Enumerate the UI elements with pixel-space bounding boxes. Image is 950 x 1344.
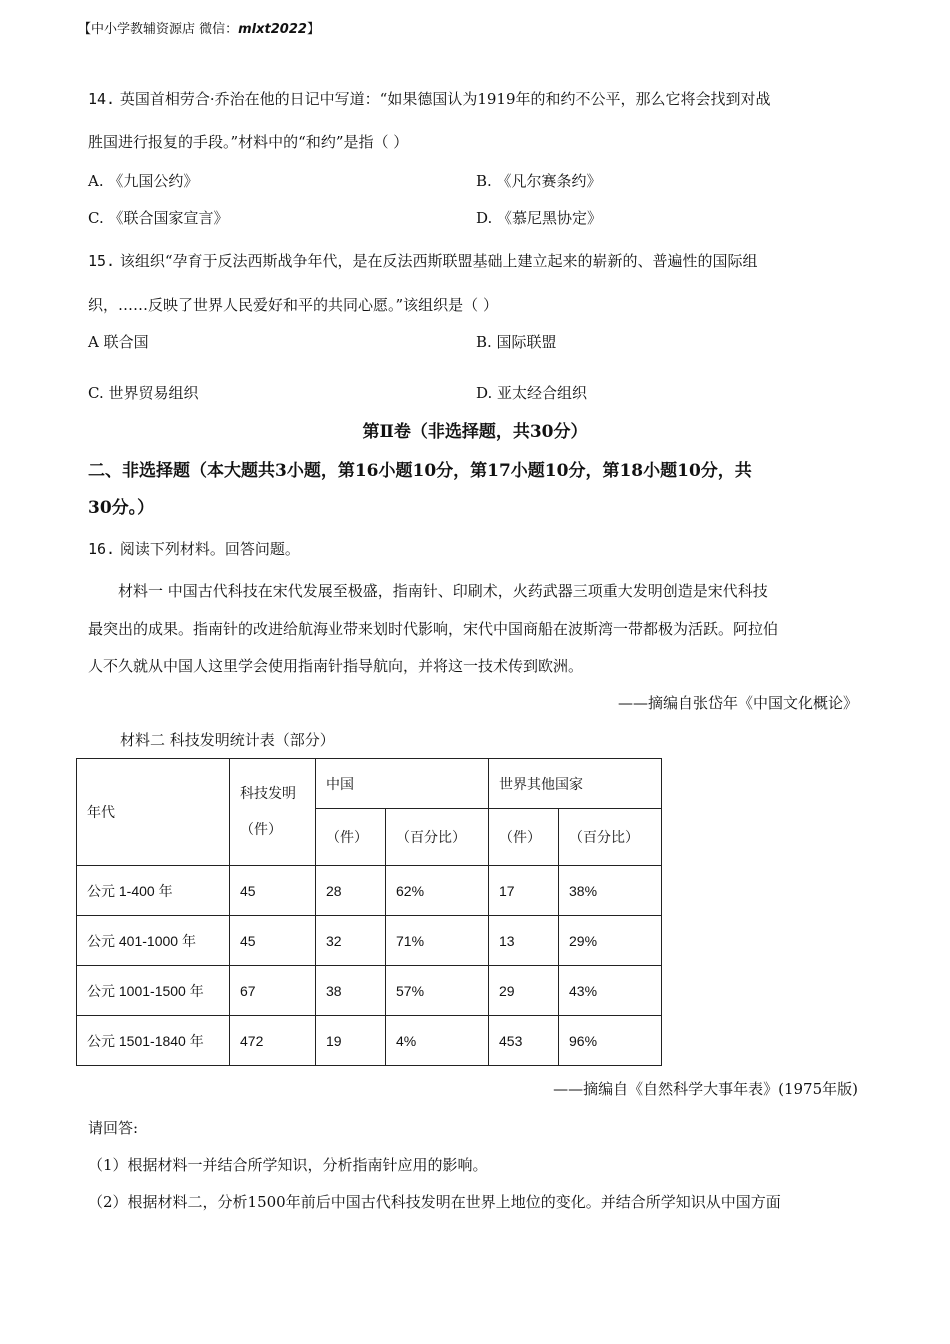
material-source: ——摘编自张岱年《中国文化概论》 xyxy=(617,694,858,712)
cell-china-count: 28 xyxy=(316,866,386,916)
cell-world-count: 453 xyxy=(489,1016,559,1066)
header-inventions-line: 科技发明 xyxy=(240,786,296,802)
cell-china-percent: 57% xyxy=(386,966,489,1016)
cell-china-percent: 4% xyxy=(386,1016,489,1066)
question-text-line: 阅读下列材料。回答问题。 xyxy=(119,540,300,558)
cell-total: 67 xyxy=(230,966,316,1016)
table-row xyxy=(77,866,662,916)
header-world-percent: （百分比） xyxy=(559,809,662,866)
question-15 xyxy=(88,250,758,271)
option-d[interactable]: D. 亚太经合组织 xyxy=(476,384,588,402)
cell-era: 公元 401-1000 年 xyxy=(77,916,230,966)
sub-question-1: （1）根据材料一并结合所学知识，分析指南针应用的影响。 xyxy=(88,1156,488,1174)
question-number: 16. xyxy=(88,540,116,558)
watermark xyxy=(78,18,320,37)
option-c[interactable]: C. 《联合国家宣言》 xyxy=(88,209,229,227)
question-text-line: 该组织“孕育于反法西斯战争年代，是在反法西斯联盟基础上建立起来的崭新的、普遍性的国际组 xyxy=(119,252,758,270)
cell-china-count: 19 xyxy=(316,1016,386,1066)
header-era: 年代 xyxy=(77,759,230,866)
table-source: ——摘编自《自然科学大事年表》(1975年版) xyxy=(553,1080,858,1098)
cell-total: 45 xyxy=(230,866,316,916)
sub-question-2: （2）根据材料二，分析1500年前后中国古代科技发明在世界上地位的变化。并结合所学知识从中国方面 xyxy=(88,1193,781,1211)
header-china: 中国 xyxy=(316,759,489,809)
header-china-percent: （百分比） xyxy=(386,809,489,866)
watermark-suffix: 】 xyxy=(306,22,320,37)
material-text-line: 最突出的成果。指南针的改进给航海业带来划时代影响，宋代中国商船在波斯湾一带都极为活跃。阿拉伯 xyxy=(88,620,779,638)
option-c[interactable]: C. 世界贸易组织 xyxy=(88,384,199,402)
section-title: 第Ⅱ卷（非选择题，共30分） xyxy=(362,422,588,442)
cell-era: 公元 1-400 年 xyxy=(77,866,230,916)
section-heading: 30分。） xyxy=(88,498,155,518)
cell-era: 公元 1501-1840 年 xyxy=(77,1016,230,1066)
cell-world-percent: 38% xyxy=(559,866,662,916)
header-world-count: （件） xyxy=(489,809,559,866)
header-inventions xyxy=(230,759,316,866)
question-text-line: 织，……反映了世界人民爱好和平的共同心愿。”该组织是（ ） xyxy=(88,296,498,314)
material-text-line: 材料一 中国古代科技在宋代发展至极盛，指南针、印刷术，火药武器三项重大发明创造是宋代科技 xyxy=(118,582,768,600)
watermark-id: mlxt2022 xyxy=(238,22,307,37)
invention-stats-table xyxy=(76,758,662,1066)
cell-world-percent: 43% xyxy=(559,966,662,1016)
question-text-line: 胜国进行报复的手段。”材料中的“和约”是指（ ） xyxy=(88,133,409,151)
material-text-line: 人不久就从中国人这里学会使用指南针指导航向，并将这一技术传到欧洲。 xyxy=(88,657,584,675)
option-b[interactable]: B. 国际联盟 xyxy=(476,333,557,351)
option-d[interactable]: D. 《慕尼黑协定》 xyxy=(476,209,603,227)
question-14 xyxy=(88,88,771,109)
cell-china-percent: 71% xyxy=(386,916,489,966)
option-b[interactable]: B. 《凡尔赛条约》 xyxy=(476,172,602,190)
header-inventions-line: （件） xyxy=(240,822,282,838)
table-row xyxy=(77,916,662,966)
cell-world-count: 17 xyxy=(489,866,559,916)
cell-world-count: 29 xyxy=(489,966,559,1016)
cell-total: 472 xyxy=(230,1016,316,1066)
cell-world-percent: 96% xyxy=(559,1016,662,1066)
cell-world-count: 13 xyxy=(489,916,559,966)
cell-total: 45 xyxy=(230,916,316,966)
cell-era: 公元 1001-1500 年 xyxy=(77,966,230,1016)
watermark-prefix: 【中小学教辅资源店 微信： xyxy=(78,22,239,37)
section-heading: 二、非选择题（本大题共3小题，第16小题10分，第17小题10分，第18小题10分，共 xyxy=(88,461,752,481)
cell-china-count: 38 xyxy=(316,966,386,1016)
question-text-line: 英国首相劳合·乔治在他的日记中写道：“如果德国认为1919年的和约不公平，那么它将会找到对战 xyxy=(119,90,771,108)
answer-prompt: 请回答: xyxy=(88,1119,139,1137)
header-world: 世界其他国家 xyxy=(489,759,662,809)
cell-world-percent: 29% xyxy=(559,916,662,966)
cell-china-percent: 62% xyxy=(386,866,489,916)
option-a[interactable]: A 联合国 xyxy=(88,333,149,351)
table-caption: 材料二 科技发明统计表（部分） xyxy=(120,731,335,749)
option-a[interactable]: A. 《九国公约》 xyxy=(88,172,199,190)
table-row xyxy=(77,1016,662,1066)
cell-china-count: 32 xyxy=(316,916,386,966)
table-row xyxy=(77,966,662,1016)
question-number: 14. xyxy=(88,90,116,108)
header-china-count: （件） xyxy=(316,809,386,866)
question-number: 15. xyxy=(88,252,116,270)
question-16 xyxy=(88,538,300,559)
